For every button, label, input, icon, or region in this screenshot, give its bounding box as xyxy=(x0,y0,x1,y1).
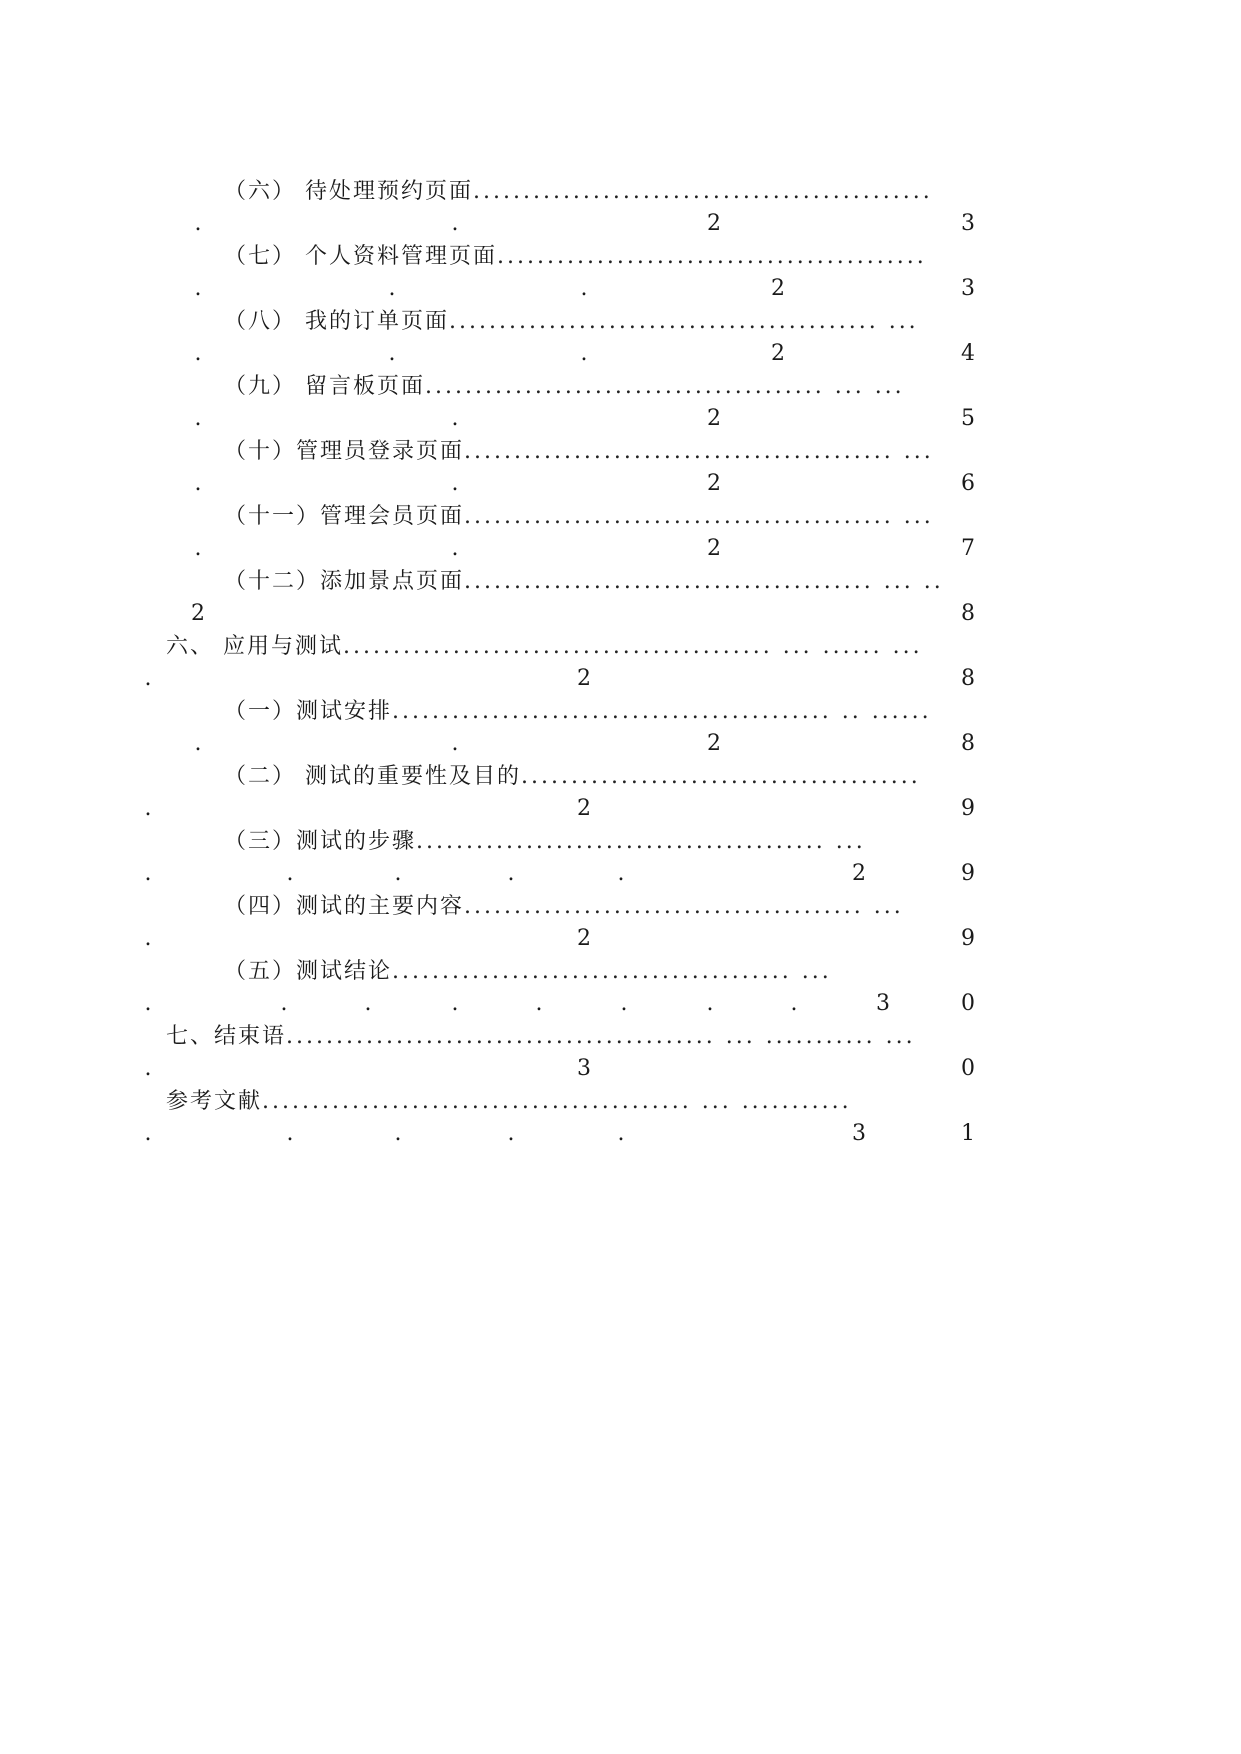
toc-page-number-digit: 9 xyxy=(961,796,975,821)
toc-entry-label: （四）测试的主要内容 xyxy=(224,894,465,919)
toc-entry-label: （十一）管理会员页面 xyxy=(224,504,465,529)
toc-entry-title-line xyxy=(224,241,1086,273)
toc-entry-label: （六） 待处理预约页面 xyxy=(224,179,473,204)
toc-dot: . xyxy=(388,276,396,301)
toc-dot-leader: ........................................ ... ... xyxy=(425,374,905,399)
toc-page-number-digit: 2 xyxy=(852,861,866,886)
toc-entry-title-line xyxy=(166,1086,1086,1118)
toc-entry-continuation-line xyxy=(166,533,1086,565)
toc-dot: . xyxy=(144,861,152,886)
toc-dot: . xyxy=(364,991,372,1016)
toc-page-number-digit: 9 xyxy=(961,861,975,886)
toc-entry-title-line xyxy=(224,566,1086,598)
toc-dot-leader: .............................................. xyxy=(473,179,933,204)
toc-entry-title-line xyxy=(224,696,1086,728)
toc-entry-label: （七） 个人资料管理页面 xyxy=(224,244,497,269)
toc-entry-label: 六、 应用与测试 xyxy=(166,634,343,659)
toc-entry[interactable] xyxy=(144,631,1086,696)
toc-page-number-digit: 2 xyxy=(707,211,721,236)
toc-page-number-digit: 4 xyxy=(961,341,975,366)
toc-entry-continuation-line xyxy=(144,663,1086,695)
toc-dot: . xyxy=(280,991,288,1016)
toc-dot: . xyxy=(144,926,152,951)
toc-page-number-digit: 2 xyxy=(577,796,591,821)
toc-dot: . xyxy=(388,341,396,366)
toc-entry-continuation-line xyxy=(166,208,1086,240)
toc-page-number-digit: 3 xyxy=(961,276,975,301)
toc-page-number-digit: 2 xyxy=(707,471,721,496)
toc-entry-label: （十二）添加景点页面 xyxy=(224,569,465,594)
toc-page-number-digit: 2 xyxy=(707,536,721,561)
toc-page-number-digit: 0 xyxy=(961,1056,975,1081)
toc-dot-leader: ......................................... ... xyxy=(416,829,866,854)
toc-entry-continuation-line xyxy=(144,1053,1086,1085)
toc-dot: . xyxy=(451,471,459,496)
toc-dot: . xyxy=(535,991,543,1016)
toc-entry-label: （八） 我的订单页面 xyxy=(224,309,449,334)
toc-dot: . xyxy=(580,276,588,301)
toc-dot: . xyxy=(451,211,459,236)
toc-dot-leader: ........................................... ... xyxy=(449,309,919,334)
toc-page-number-digit: 3 xyxy=(577,1056,591,1081)
toc-entry-title-line xyxy=(224,176,1086,208)
toc-entry-title-line xyxy=(224,306,1086,338)
toc-dot-leader: ........................................... ... ...... ... xyxy=(343,634,923,659)
toc-dot-leader: ......................................... ... .. xyxy=(464,569,944,594)
toc-entry[interactable] xyxy=(144,1021,1086,1086)
toc-dot: . xyxy=(144,1121,152,1146)
toc-entry-continuation-line xyxy=(144,988,1086,1020)
toc-entry-label: （九） 留言板页面 xyxy=(224,374,425,399)
toc-entry[interactable] xyxy=(166,501,1086,566)
toc-dot: . xyxy=(194,406,202,431)
toc-dot: . xyxy=(144,991,152,1016)
table-of-contents xyxy=(144,176,1086,1151)
toc-dot-leader: ........................................ ... xyxy=(392,959,832,984)
toc-dot: . xyxy=(507,861,515,886)
toc-entry[interactable] xyxy=(144,956,1086,1021)
toc-entry-title-line xyxy=(224,956,1086,988)
toc-dot-leader: ............................................ .. ...... xyxy=(392,699,932,724)
toc-entry[interactable] xyxy=(144,761,1086,826)
toc-entry-title-line xyxy=(224,891,1086,923)
toc-entry[interactable] xyxy=(166,696,1086,761)
toc-dot: . xyxy=(144,666,152,691)
toc-dot-leader: ........................................... ... ........... ... xyxy=(286,1024,916,1049)
toc-entry-title-line xyxy=(224,371,1086,403)
toc-entry-continuation-line xyxy=(144,858,1086,890)
toc-entry[interactable] xyxy=(144,891,1086,956)
toc-dot: . xyxy=(451,991,459,1016)
toc-entry-title-line xyxy=(224,761,1086,793)
toc-page-number-digit: 2 xyxy=(577,666,591,691)
toc-entry-title-line xyxy=(166,631,1086,663)
toc-page-number-digit: 2 xyxy=(191,601,205,626)
toc-page-number-digit: 2 xyxy=(707,731,721,756)
toc-dot: . xyxy=(620,991,628,1016)
toc-entry[interactable] xyxy=(166,306,1086,371)
toc-dot: . xyxy=(451,536,459,561)
toc-dot: . xyxy=(194,211,202,236)
toc-entry-continuation-line xyxy=(166,403,1086,435)
toc-page-number-digit: 8 xyxy=(961,731,975,756)
toc-page-number-digit: 0 xyxy=(961,991,975,1016)
toc-dot: . xyxy=(507,1121,515,1146)
toc-dot: . xyxy=(580,341,588,366)
toc-dot: . xyxy=(451,731,459,756)
toc-entry[interactable] xyxy=(166,566,1086,631)
toc-dot: . xyxy=(790,991,798,1016)
toc-dot: . xyxy=(144,796,152,821)
toc-entry-continuation-line xyxy=(166,728,1086,760)
toc-dot: . xyxy=(194,341,202,366)
toc-dot-leader: ........................................... ... xyxy=(464,439,934,464)
toc-entry-title-line xyxy=(224,436,1086,468)
toc-page-number-digit: 9 xyxy=(961,926,975,951)
toc-dot-leader: ........................................... ... ........... xyxy=(262,1089,852,1114)
toc-dot: . xyxy=(617,1121,625,1146)
toc-entry[interactable] xyxy=(166,371,1086,436)
toc-page-number-digit: 1 xyxy=(961,1121,975,1146)
toc-entry-continuation-line xyxy=(144,1118,1086,1150)
toc-entry-label: （二） 测试的重要性及目的 xyxy=(224,764,521,789)
toc-dot: . xyxy=(194,536,202,561)
toc-page-number-digit: 8 xyxy=(961,666,975,691)
toc-entry-continuation-line xyxy=(166,468,1086,500)
toc-page-number-digit: 2 xyxy=(771,276,785,301)
toc-entry-continuation-line xyxy=(144,923,1086,955)
toc-entry-label: （五）测试结论 xyxy=(224,959,393,984)
toc-entry[interactable] xyxy=(144,1086,1086,1151)
toc-entry-continuation-line xyxy=(166,598,1086,630)
toc-dot: . xyxy=(286,1121,294,1146)
toc-entry-title-line xyxy=(224,501,1086,533)
toc-dot-leader: ........................................ ... xyxy=(464,894,904,919)
toc-page-number-digit: 7 xyxy=(961,536,975,561)
toc-entry-label: 七、结束语 xyxy=(166,1024,287,1049)
toc-entry-label: （一）测试安排 xyxy=(224,699,393,724)
toc-dot: . xyxy=(394,861,402,886)
toc-dot: . xyxy=(194,276,202,301)
toc-entry-continuation-line xyxy=(144,793,1086,825)
toc-dot-leader: ........................................... ... xyxy=(464,504,934,529)
toc-page-number-digit: 2 xyxy=(707,406,721,431)
toc-page-number-digit: 2 xyxy=(771,341,785,366)
toc-dot-leader: ........................................ xyxy=(521,764,921,789)
toc-entry[interactable] xyxy=(166,436,1086,501)
toc-dot: . xyxy=(617,861,625,886)
toc-entry[interactable] xyxy=(144,826,1086,891)
toc-entry-title-line xyxy=(166,1021,1086,1053)
toc-entry-label: （三）测试的步骤 xyxy=(224,829,417,854)
toc-dot: . xyxy=(194,471,202,496)
toc-dot: . xyxy=(706,991,714,1016)
toc-dot: . xyxy=(194,731,202,756)
toc-page-number-digit: 5 xyxy=(961,406,975,431)
toc-page-number-digit: 6 xyxy=(961,471,975,496)
toc-entry[interactable] xyxy=(166,176,1086,241)
toc-page-number-digit: 2 xyxy=(577,926,591,951)
toc-page-number-digit: 3 xyxy=(961,211,975,236)
toc-entry[interactable] xyxy=(166,241,1086,306)
toc-page-number-digit: 8 xyxy=(961,601,975,626)
toc-dot: . xyxy=(286,861,294,886)
toc-dot: . xyxy=(451,406,459,431)
toc-entry-title-line xyxy=(224,826,1086,858)
toc-entry-continuation-line xyxy=(166,338,1086,370)
toc-page-number-digit: 3 xyxy=(852,1121,866,1146)
toc-dot: . xyxy=(394,1121,402,1146)
toc-dot: . xyxy=(144,1056,152,1081)
toc-page-number-digit: 3 xyxy=(876,991,890,1016)
toc-dot-leader: ........................................... xyxy=(497,244,927,269)
toc-entry-label: 参考文献 xyxy=(166,1089,263,1114)
toc-entry-label: （十）管理员登录页面 xyxy=(224,439,465,464)
toc-entry-continuation-line xyxy=(166,273,1086,305)
